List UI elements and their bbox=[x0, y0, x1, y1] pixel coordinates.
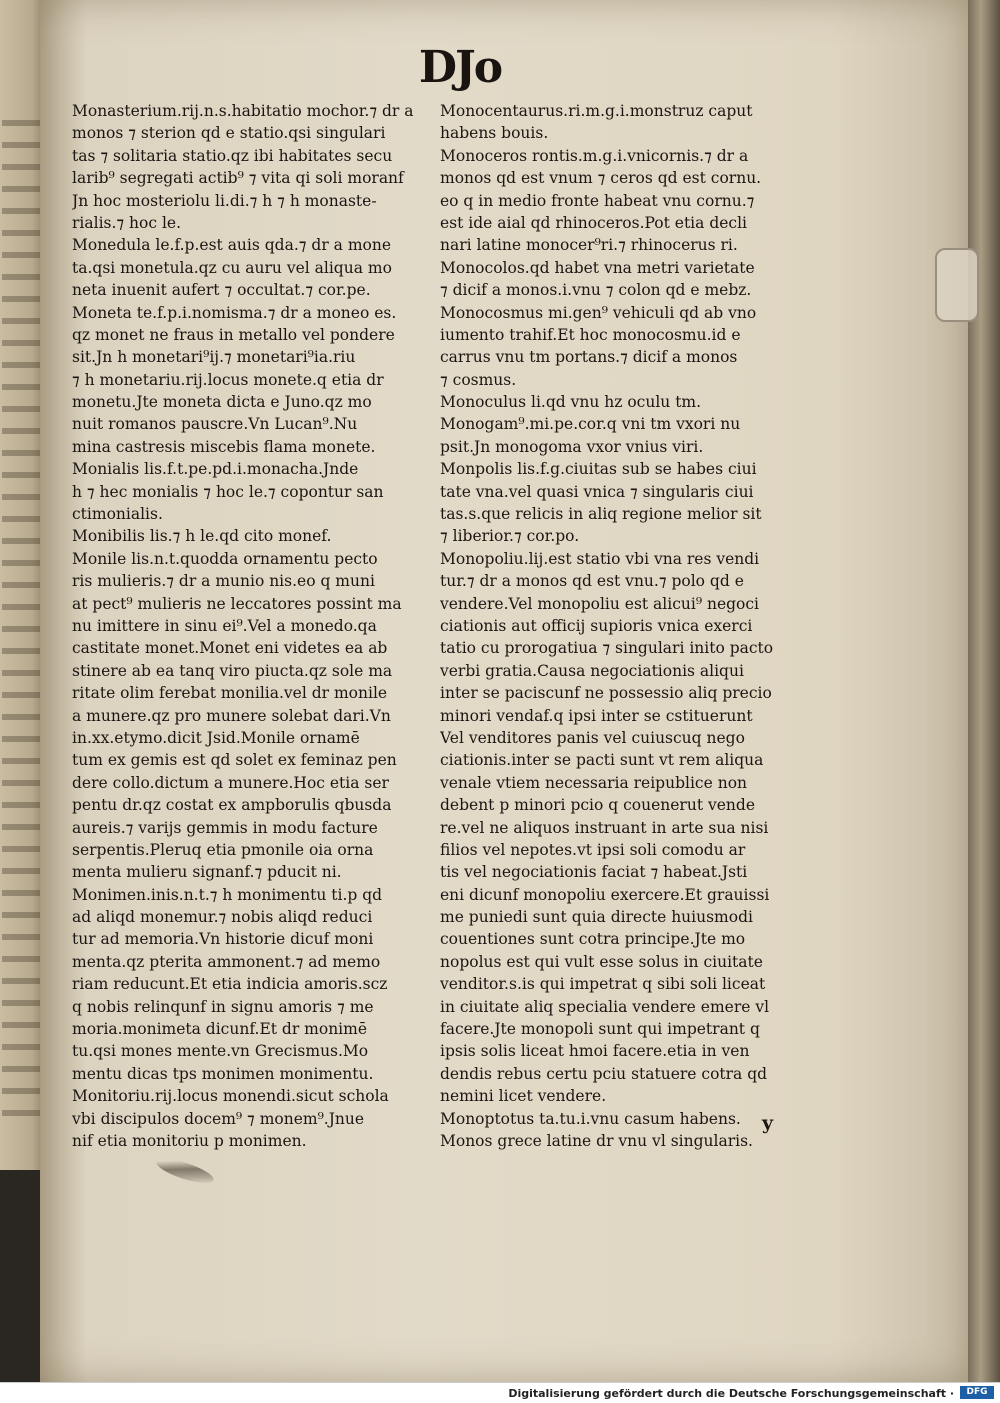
text-line: mina castresis miscebis flama monete. bbox=[72, 437, 376, 456]
text-line: couentiones sunt cotra principe.Jte mo bbox=[440, 930, 746, 949]
text-line: tur ad memoria.Vn historie dicuf moni bbox=[72, 930, 374, 949]
text-line: tur.⁊ dr a monos qd est vnu.⁊ polo qd e bbox=[440, 572, 744, 591]
text-line: menta mulieru signanf.⁊ pducit ni. bbox=[72, 863, 342, 882]
text-line: sit.Jn h monetari⁹ij.⁊ monetari⁹ia.riu bbox=[72, 348, 356, 367]
text-line: aureis.⁊ varijs gemmis in modu facture bbox=[72, 818, 378, 837]
text-line: carrus vnu tm portans.⁊ dicif a monos bbox=[440, 348, 738, 367]
text-line: Monopoliu.lij.est statio vbi vna res vendi bbox=[440, 549, 760, 568]
dfg-logo: DFG bbox=[960, 1386, 994, 1399]
text-line: ⁊ dicif a monos.i.vnu ⁊ colon qd e mebz. bbox=[440, 281, 752, 300]
text-line: Monocentaurus.ri.m.g.i.monstruz caput bbox=[440, 102, 753, 120]
bookmark-clip bbox=[935, 248, 979, 322]
text-line: tum ex gemis est qd solet ex feminaz pen bbox=[72, 751, 397, 770]
text-line: ctimonialis. bbox=[72, 505, 163, 524]
text-line: tate vna.vel quasi vnica ⁊ singularis ciui bbox=[440, 482, 754, 501]
text-line: mentu dicas tps monimen monimentu. bbox=[72, 1064, 374, 1083]
text-line: q nobis relinqunf in signu amoris ⁊ me bbox=[72, 997, 374, 1016]
text-line: nu imittere in sinu ei⁹.Vel a monedo.qa bbox=[72, 616, 377, 635]
text-line: venditor.s.is qui impetrat q sibi soli liceat bbox=[440, 975, 766, 994]
text-line: nemini licet vendere. bbox=[440, 1087, 607, 1106]
running-header: DJo bbox=[418, 42, 502, 93]
text-line: larib⁹ segregati actib⁹ ⁊ vita qi soli moranf bbox=[72, 169, 404, 188]
text-line: Monos grece latine dr vnu vl singularis. bbox=[440, 1131, 753, 1150]
text-line: monetu.Jte moneta dicta e Juno.qz mo bbox=[72, 393, 372, 412]
text-line: tatio cu prorogatiua ⁊ singulari inito pacto bbox=[440, 639, 774, 658]
text-line: ipsis solis liceat hmoi facere.etia in ven bbox=[440, 1042, 750, 1061]
text-line: re.vel ne aliquos instruant in arte sua nisi bbox=[440, 818, 769, 837]
text-line: Monoceros rontis.m.g.i.vnicornis.⁊ dr a bbox=[440, 146, 749, 165]
text-line: facere.Jte monopoli sunt qui impetrant q bbox=[440, 1020, 760, 1039]
text-line: Monpolis lis.f.g.ciuitas sub se habes ciui bbox=[440, 460, 757, 479]
text-line: minori vendaf.q ipsi inter se cstituerunt bbox=[440, 706, 753, 725]
text-line: verbi gratia.Causa negociationis aliqui bbox=[440, 661, 744, 680]
text-line: Monocolos.qd habet vna metri varietate bbox=[440, 258, 755, 277]
text-line: Vel venditores panis vel cuiuscuq nego bbox=[440, 728, 745, 747]
text-line: Monitoriu.rij.locus monendi.sicut schola bbox=[72, 1087, 389, 1106]
text-line: pentu dr.qz costat ex ampborulis qbusda bbox=[72, 796, 392, 815]
text-line: ta.qsi monetula.qz cu auru vel aliqua mo bbox=[72, 258, 392, 277]
signature-mark: y bbox=[762, 1112, 774, 1134]
footer-credit: Digitalisierung gefördert durch die Deutsche Forschungsgemeinschaft · bbox=[508, 1387, 954, 1400]
text-line: me puniedi sunt quia directe huiusmodi bbox=[440, 908, 753, 927]
text-line: dendis rebus certu pciu statuere cotra qd bbox=[440, 1064, 768, 1083]
text-line: vbi discipulos docem⁹ ⁊ monem⁹.Jnue bbox=[72, 1109, 365, 1128]
text-line: ⁊ h monetariu.rij.locus monete.q etia dr bbox=[72, 370, 384, 389]
text-line: Monibilis lis.⁊ h le.qd cito monef. bbox=[72, 527, 332, 546]
text-line: iumento trahif.Et hoc monocosmu.id e bbox=[440, 325, 741, 344]
text-line: eo q in medio fronte habeat vnu cornu.⁊ bbox=[440, 191, 755, 210]
text-line: tis vel negociationis faciat ⁊ habeat.Jsti bbox=[440, 863, 748, 882]
text-line: Monoculus li.qd vnu hz oculu tm. bbox=[440, 393, 702, 412]
text-line: Monogam⁹.mi.pe.cor.q vni tm vxori nu bbox=[440, 415, 741, 434]
text-line: Monile lis.n.t.quodda ornamentu pecto bbox=[72, 549, 378, 568]
text-line: vendere.Vel monopoliu est alicui⁹ negoci bbox=[440, 594, 760, 613]
text-line: qz monet ne fraus in metallo vel pondere bbox=[72, 325, 395, 344]
text-line: ⁊ liberior.⁊ cor.po. bbox=[440, 527, 580, 546]
text-line: psit.Jn monogoma vxor vnius viri. bbox=[440, 437, 704, 456]
text-line: in.xx.etymo.dicit Jsid.Monile ornamē bbox=[72, 728, 360, 747]
text-line: castitate monet.Monet eni videtes ea ab bbox=[72, 639, 388, 658]
text-line: venale vtiem necessaria reipublice non bbox=[440, 773, 748, 792]
text-line: nopolus est qui vult esse solus in ciuitate bbox=[440, 952, 763, 971]
text-line: Jn hoc mosteriolu li.di.⁊ h ⁊ h monaste- bbox=[72, 191, 377, 210]
text-line: Monoptotus ta.tu.i.vnu casum habens. bbox=[440, 1109, 741, 1128]
text-line: moria.monimeta dicunf.Et dr monimē bbox=[72, 1020, 368, 1039]
text-line: filios vel nepotes.vt ipsi soli comodu ar bbox=[440, 840, 746, 859]
text-line: nif etia monitoriu p monimen. bbox=[72, 1131, 307, 1150]
text-line: eni dicunf monopoliu exercere.Et grauissi bbox=[440, 885, 770, 904]
text-line: Monimen.inis.n.t.⁊ h monimentu ti.p qd bbox=[72, 885, 383, 904]
text-line: a munere.qz pro munere solebat dari.Vn bbox=[72, 706, 391, 725]
text-line: Monialis lis.f.t.pe.pd.i.monacha.Jnde bbox=[72, 460, 359, 479]
text-line: nari latine monocer⁹ri.⁊ rhinocerus ri. bbox=[440, 236, 738, 255]
text-line: Monasterium.rij.n.s.habitatio mochor.⁊ dr a bbox=[72, 102, 414, 120]
text-line: riam reducunt.Et etia indicia amoris.scz bbox=[72, 975, 388, 994]
text-line: tas.s.que relicis in aliq regione melior sit bbox=[440, 505, 762, 524]
text-line: habens bouis. bbox=[440, 124, 549, 143]
text-line: monos ⁊ sterion qd e statio.qsi singulari bbox=[72, 124, 386, 143]
text-line: est ide aial qd rhinoceros.Pot etia decli bbox=[440, 213, 748, 232]
text-line: ritate olim ferebat monilia.vel dr monile bbox=[72, 684, 388, 703]
text-line: ciationis aut officij supioris vnica exerci bbox=[440, 616, 753, 635]
text-line: rialis.⁊ hoc le. bbox=[72, 213, 182, 232]
right-column bbox=[440, 100, 802, 1152]
text-line: menta.qz pterita ammonent.⁊ ad memo bbox=[72, 952, 381, 971]
text-line: debent p minori pcio q couenerut vende bbox=[440, 796, 755, 815]
text-line: ⁊ cosmus. bbox=[440, 370, 517, 389]
text-line: ris mulieris.⁊ dr a munio nis.eo q muni bbox=[72, 572, 375, 591]
text-line: monos qd est vnum ⁊ ceros qd est cornu. bbox=[440, 169, 762, 188]
text-line: inter se paciscunf ne possessio aliq precio bbox=[440, 684, 772, 703]
text-line: neta inuenit aufert ⁊ occultat.⁊ cor.pe. bbox=[72, 281, 371, 300]
page-stack-edge bbox=[968, 0, 1000, 1382]
text-line: tu.qsi mones mente.vn Grecismus.Mo bbox=[72, 1042, 369, 1061]
text-line: tas ⁊ solitaria statio.qz ibi habitates secu bbox=[72, 146, 393, 165]
text-line: at pect⁹ mulieris ne leccatores possint ma bbox=[72, 594, 402, 613]
text-line: Monedula le.f.p.est auis qda.⁊ dr a mone bbox=[72, 236, 392, 255]
text-line: ciationis.inter se pacti sunt vt rem aliqua bbox=[440, 751, 764, 770]
text-line: h ⁊ hec monialis ⁊ hoc le.⁊ copontur san bbox=[72, 482, 384, 501]
text-line: ad aliqd monemur.⁊ nobis aliqd reduci bbox=[72, 908, 373, 927]
text-line: serpentis.Pleruq etia pmonile oia orna bbox=[72, 840, 374, 859]
text-line: stinere ab ea tanq viro piucta.qz sole ma bbox=[72, 661, 393, 680]
text-line: Moneta te.f.p.i.nomisma.⁊ dr a moneo es. bbox=[72, 303, 397, 322]
footer-bar bbox=[0, 1382, 1000, 1403]
text-line: nuit romanos pauscre.Vn Lucan⁹.Nu bbox=[72, 415, 358, 434]
text-line: dere collo.dictum a munere.Hoc etia ser bbox=[72, 773, 389, 792]
text-line: in ciuitate aliq specialia vendere emere vl bbox=[440, 997, 770, 1016]
left-column bbox=[72, 100, 432, 1152]
text-line: Monocosmus mi.gen⁹ vehiculi qd ab vno bbox=[440, 303, 757, 322]
